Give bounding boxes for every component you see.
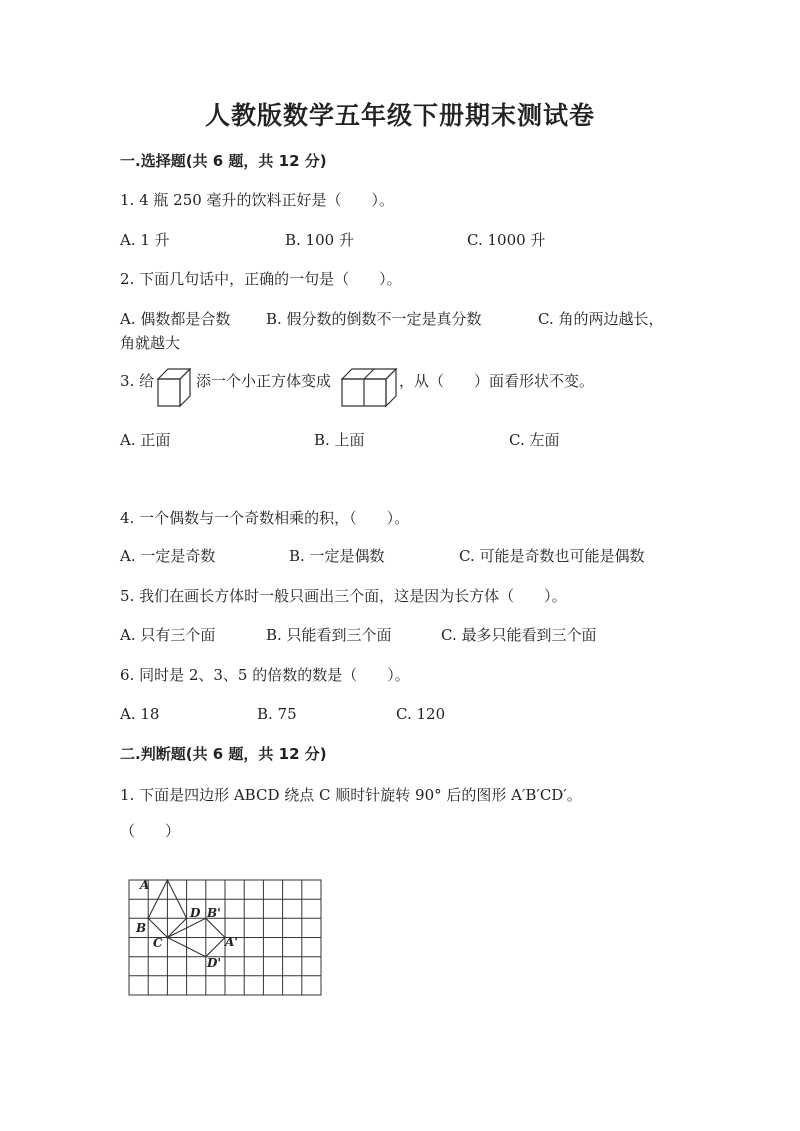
q2-option-b: B. 假分数的倒数不一定是真分数 bbox=[266, 310, 482, 328]
label-d: D bbox=[190, 906, 201, 920]
q2-option-a: A. 偶数都是合数 bbox=[120, 310, 231, 328]
q5-option-a: A. 只有三个面 bbox=[120, 626, 216, 644]
label-b-prime: B' bbox=[207, 906, 221, 920]
q3-option-b: B. 上面 bbox=[314, 431, 365, 449]
section-heading-judgment: 二.判断题(共 6 题，共 12 分) bbox=[120, 745, 327, 763]
two-cube-figure bbox=[340, 365, 398, 409]
label-b: B bbox=[136, 921, 147, 935]
q3-option-a: A. 正面 bbox=[120, 431, 171, 449]
q1-option-a: A. 1 升 bbox=[120, 231, 170, 249]
label-d-prime: D' bbox=[207, 956, 222, 970]
q5-option-b: B. 只能看到三个面 bbox=[266, 626, 392, 644]
section-heading-choice: 一.选择题(共 6 题，共 12 分) bbox=[120, 152, 327, 170]
q1-option-b: B. 100 升 bbox=[285, 231, 354, 249]
q2-option-c-continued: 角就越大 bbox=[120, 334, 181, 352]
question-6-text: 6. 同时是 2、3、5 的倍数的数是（ ）。 bbox=[120, 666, 410, 684]
q3-option-c: C. 左面 bbox=[509, 431, 560, 449]
q6-option-b: B. 75 bbox=[257, 705, 297, 723]
q4-option-a: A. 一定是奇数 bbox=[120, 547, 216, 565]
judgment-1-answer-blank: （ ） bbox=[120, 822, 181, 840]
q2-option-c: C. 角的两边越长， bbox=[538, 310, 664, 328]
question-3-part-3: ，从（ ）面看形状不变。 bbox=[399, 372, 595, 390]
q4-option-c: C. 可能是奇数也可能是偶数 bbox=[459, 547, 645, 565]
question-2-text: 2. 下面几句话中，正确的一句是（ ）。 bbox=[120, 270, 402, 288]
label-c: C bbox=[153, 936, 163, 950]
single-cube-figure bbox=[156, 365, 192, 409]
question-3-part-1: 3. 给 bbox=[120, 372, 155, 390]
question-5-text: 5. 我们在画长方体时一般只画出三个面，这是因为长方体（ ）。 bbox=[120, 587, 567, 605]
page-title: 人教版数学五年级下册期末测试卷 bbox=[204, 101, 595, 130]
question-1-text: 1. 4 瓶 250 毫升的饮料正好是（ ）。 bbox=[120, 191, 395, 209]
q4-option-b: B. 一定是偶数 bbox=[289, 547, 385, 565]
rotation-grid-figure bbox=[128, 880, 322, 996]
question-4-text: 4. 一个偶数与一个奇数相乘的积，（ ）。 bbox=[120, 509, 410, 527]
question-3-part-2: 添一个小正方体变成 bbox=[196, 372, 332, 390]
q1-option-c: C. 1000 升 bbox=[467, 231, 546, 249]
q6-option-c: C. 120 bbox=[396, 705, 446, 723]
label-a-prime: A' bbox=[225, 935, 238, 949]
label-a: A bbox=[140, 878, 150, 892]
q6-option-a: A. 18 bbox=[120, 705, 160, 723]
q5-option-c: C. 最多只能看到三个面 bbox=[441, 626, 597, 644]
judgment-1-text: 1. 下面是四边形 ABCD 绕点 C 顺时针旋转 90° 后的图形 A′B′CD′。 bbox=[120, 786, 582, 804]
